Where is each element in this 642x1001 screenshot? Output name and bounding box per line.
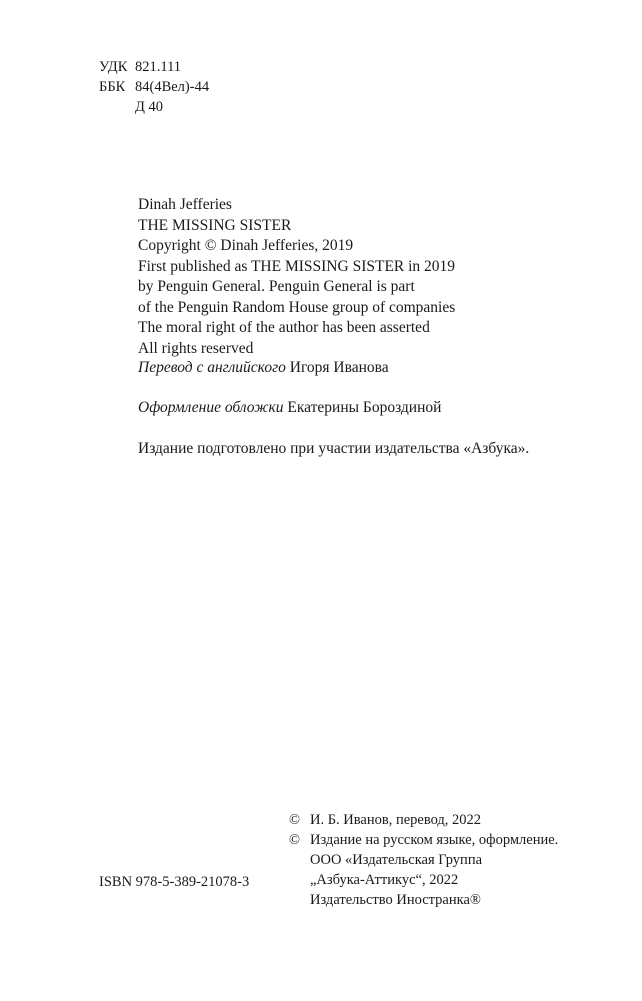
classification-udk xyxy=(99,57,209,77)
rights-reserved-line: All rights reserved xyxy=(138,339,254,357)
classification-value: 821.111 xyxy=(135,59,182,75)
rights-line xyxy=(289,830,558,850)
translator-role: Перевод с английского xyxy=(138,359,286,376)
author-name: Dinah Jefferies xyxy=(138,196,232,213)
publication-line: First published as THE MISSING SISTER in 2019 xyxy=(138,257,456,275)
rights-line xyxy=(289,890,558,910)
cover-design-role: Оформление обложки xyxy=(138,399,284,416)
classification-key xyxy=(99,97,135,117)
isbn: ISBN 978-5-389-21078-3 xyxy=(99,874,250,890)
original-title: THE MISSING SISTER xyxy=(138,216,292,234)
rights-line xyxy=(289,810,558,830)
copyright-symbol: © xyxy=(289,812,301,828)
translator-name: Игоря Иванова xyxy=(289,359,389,376)
rights-text: „Азбука-Аттикус“, 2022 xyxy=(310,872,459,888)
rights-line xyxy=(289,870,558,890)
rights-text: Издательство Иностранка® xyxy=(310,892,481,908)
edition-note: Издание подготовлено при участии издательства «Азбука». xyxy=(138,440,530,457)
copyright-symbol xyxy=(289,890,310,910)
classification-key: УДК xyxy=(99,59,128,75)
copyright-symbol xyxy=(289,850,310,870)
rights-text: Издание на русском языке, оформление. xyxy=(310,832,559,848)
copyright-line: Copyright © Dinah Jefferies, 2019 xyxy=(138,237,354,254)
classification-value: Д 40 xyxy=(135,99,164,115)
moral-right-line: The moral right of the author has been asserted xyxy=(138,319,430,336)
original-copyright-block xyxy=(138,195,455,359)
classification-key: ББК xyxy=(99,79,126,95)
classification-bbk xyxy=(99,77,209,97)
cover-design-name: Екатерины Бороздиной xyxy=(287,399,442,416)
classification-block xyxy=(99,57,209,117)
copyright-symbol: © xyxy=(289,832,301,848)
rights-text: И. Б. Иванов, перевод, 2022 xyxy=(310,812,482,828)
copyright-symbol xyxy=(289,870,310,890)
rights-line xyxy=(289,850,558,870)
translator-credit xyxy=(138,358,389,378)
rights-block xyxy=(289,810,558,910)
publication-line: by Penguin General. Penguin General is part xyxy=(138,278,415,295)
publication-line: of the Penguin Random House group of companies xyxy=(138,298,456,316)
classification-value: 84(4Вел)-44 xyxy=(135,79,210,95)
cover-design-credit xyxy=(138,398,441,418)
classification-author-mark xyxy=(99,97,209,117)
rights-text: ООО «Издательская Группа xyxy=(310,852,483,868)
